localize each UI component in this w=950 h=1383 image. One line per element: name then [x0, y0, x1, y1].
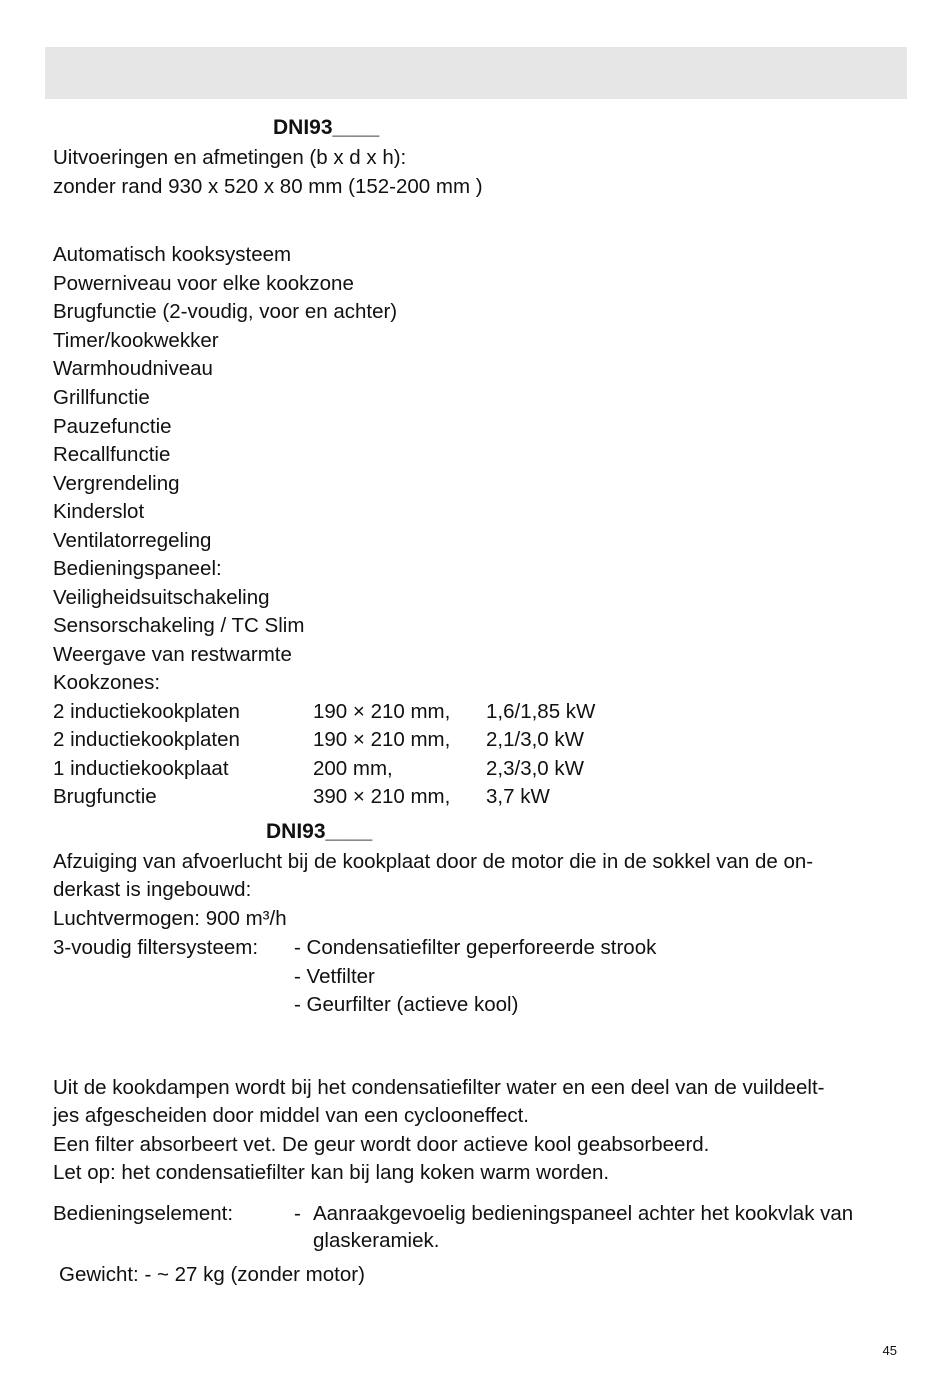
control-text: glaskeramiek. [313, 1229, 440, 1252]
section2-model-title: DNI93____ [266, 820, 373, 843]
feature-item: Powerniveau voor elke kookzone [53, 272, 354, 295]
weight-text: Gewicht: - ~ 27 kg (zonder motor) [59, 1263, 365, 1286]
zone-power: 2,1/3,0 kW [486, 728, 584, 751]
filter-item: - Vetfilter [294, 965, 375, 988]
header-bar [45, 47, 907, 99]
feature-item: Timer/kookwekker [53, 329, 219, 352]
airflow-text: Luchtvermogen: 900 m³/h [53, 907, 287, 930]
extraction-intro-line: Afzuiging van afvoerlucht bij de kookplaat door de motor die in de sokkel van de on- [53, 850, 814, 873]
filter-item: - Geurfilter (actieve kool) [294, 993, 519, 1016]
feature-item: Warmhoudniveau [53, 357, 213, 380]
extraction-intro-line: derkast is ingebouwd: [53, 878, 252, 901]
zone-power: 1,6/1,85 kW [486, 700, 596, 723]
feature-item: Kookzones: [53, 671, 161, 694]
feature-item: Vergrendeling [53, 472, 180, 495]
feature-item: Sensorschakeling / TC Slim [53, 614, 305, 637]
feature-item: Veiligheidsuitschakeling [53, 586, 270, 609]
zone-power: 3,7 kW [486, 785, 550, 808]
dimensions-value: zonder rand 930 x 520 x 80 mm (152-200 mm ) [53, 175, 483, 198]
page-number: 45 [882, 1343, 897, 1358]
description-line: Een filter absorbeert vet. De geur wordt door actieve kool geabsorbeerd. [53, 1133, 710, 1156]
feature-item: Kinderslot [53, 500, 145, 523]
filter-system-label: 3-voudig filtersysteem: [53, 936, 259, 959]
zone-name: Brugfunctie [53, 785, 157, 808]
feature-item: Weergave van restwarmte [53, 643, 292, 666]
feature-item: Automatisch kooksysteem [53, 243, 292, 266]
model-title: DNI93____ [273, 116, 380, 139]
control-label: Bedieningselement: [53, 1202, 234, 1225]
zone-name: 2 inductiekookplaten [53, 700, 240, 723]
zone-power: 2,3/3,0 kW [486, 757, 584, 780]
feature-item: Grillfunctie [53, 386, 150, 409]
zone-name: 1 inductiekookplaat [53, 757, 229, 780]
feature-item: Recallfunctie [53, 443, 171, 466]
filter-item: - Condensatiefilter geperforeerde strook [294, 936, 657, 959]
zone-name: 2 inductiekookplaten [53, 728, 240, 751]
feature-item: Brugfunctie (2-voudig, voor en achter) [53, 300, 398, 323]
description-line: jes afgescheiden door middel van een cyclooneffect. [53, 1104, 529, 1127]
zone-size: 190 × 210 mm, [313, 728, 451, 751]
feature-item: Pauzefunctie [53, 415, 172, 438]
zone-size: 200 mm, [313, 757, 393, 780]
description-line: Uit de kookdampen wordt bij het condensatiefilter water en een deel van de vuildeelt- [53, 1076, 825, 1099]
description-line: Let op: het condensatiefilter kan bij lang koken warm worden. [53, 1161, 610, 1184]
dimensions-label: Uitvoeringen en afmetingen (b x d x h): [53, 146, 407, 169]
control-text: Aanraakgevoelig bedieningspaneel achter het kookvlak van [313, 1202, 854, 1225]
feature-item: Ventilatorregeling [53, 529, 212, 552]
zone-size: 190 × 210 mm, [313, 700, 451, 723]
zone-size: 390 × 210 mm, [313, 785, 451, 808]
feature-item: Bedieningspaneel: [53, 557, 222, 580]
control-dash: - [294, 1202, 301, 1225]
